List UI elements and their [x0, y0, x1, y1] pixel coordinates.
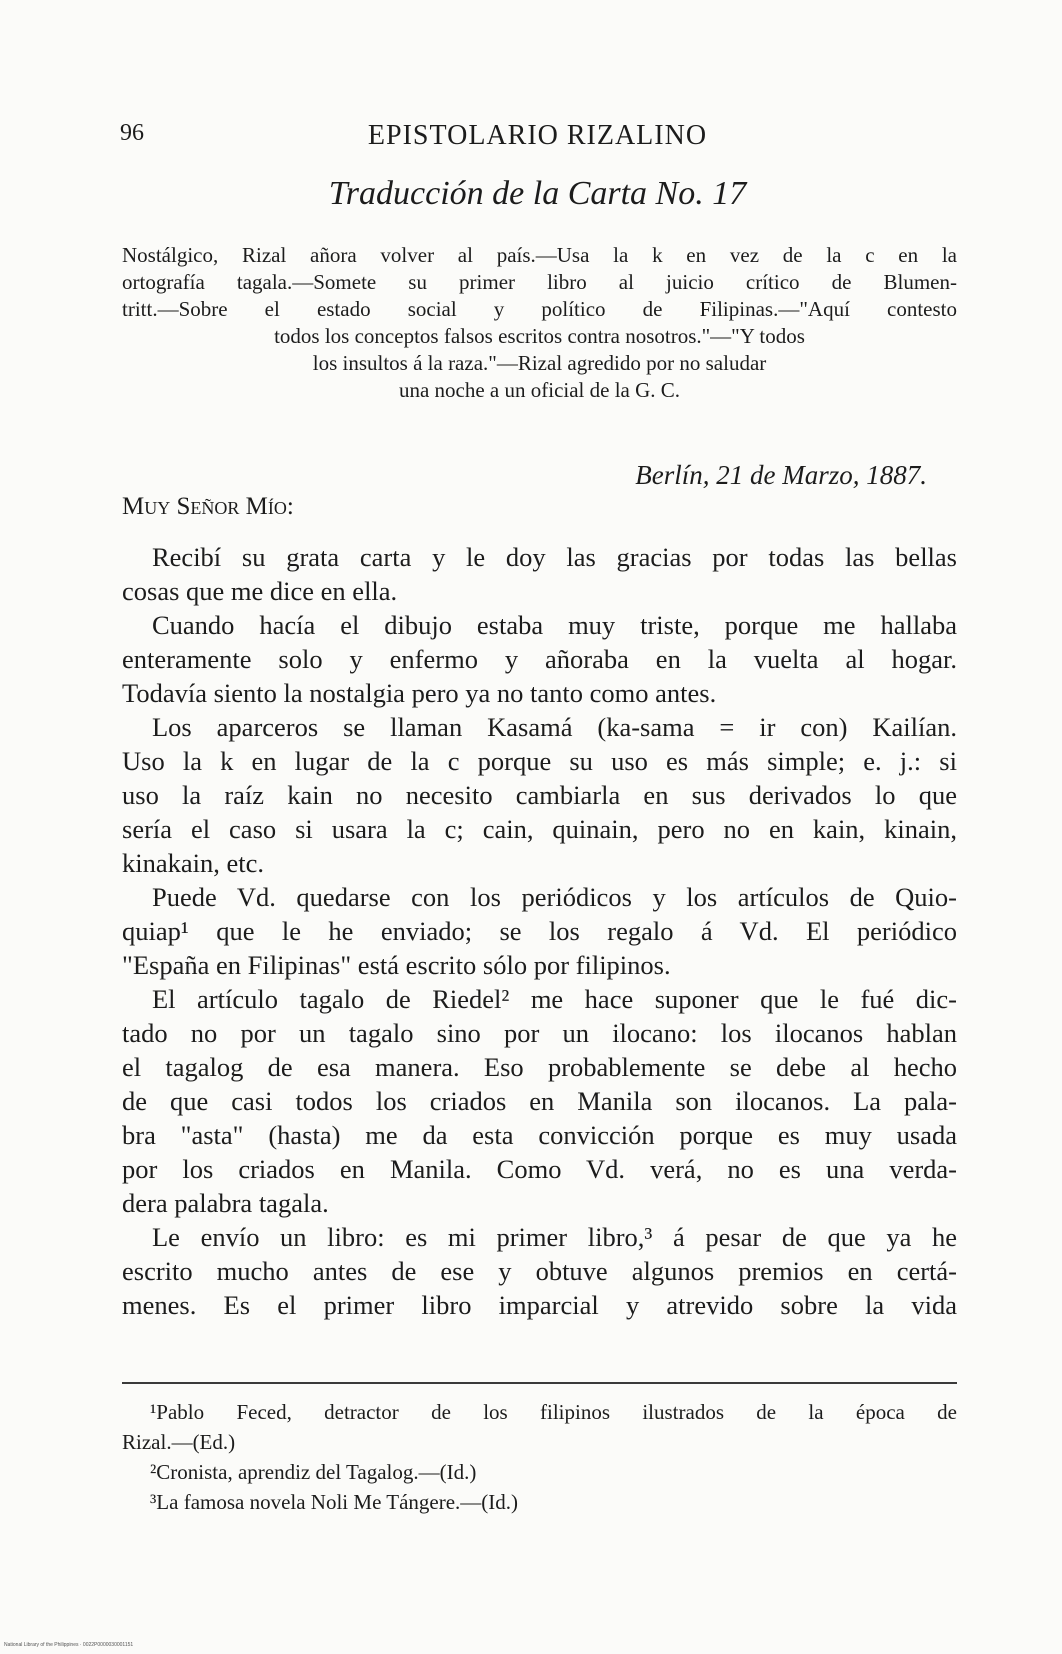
body-line: Le envío un libro: es mi primer libro,³ á pesar de que ya he [152, 1222, 957, 1252]
body-line: sería el caso si usara la c; cain, quinain, pero no en kain, kinain, [122, 814, 957, 844]
summary-line: todos los conceptos falsos escritos contra nosotros."—"Y todos [274, 324, 805, 348]
body-line: por los criados en Manila. Como Vd. verá, no es una verda- [122, 1154, 957, 1184]
body-line: kinakain, etc. [122, 848, 265, 878]
body-line: El artículo tagalo de Riedel² me hace suponer que le fué dic- [152, 984, 957, 1014]
body-line: Los aparceros se llaman Kasamá (ka-sama = ir con) Kailían. [152, 712, 957, 742]
summary-line: una noche a un oficial de la G. C. [398, 378, 681, 402]
footnote-divider [122, 1382, 957, 1384]
footnotes [122, 1397, 957, 1517]
body-line: Uso la k en lugar de la c porque su uso es más simple; e. j.: si [122, 746, 957, 776]
body-line: Todavía siento la nostalgia pero ya no tanto como antes. [122, 678, 717, 708]
body-line: escrito mucho antes de ese y obtuve algunos premios en certá- [122, 1256, 957, 1286]
body-line: Recibí su grata carta y le doy las gracias por todas las bellas [152, 542, 957, 572]
body-line: tado no por un tagalo sino por un ilocano: los ilocanos hablan [122, 1018, 957, 1048]
summary-line: Nostálgico, Rizal añora volver al país.—Usa la k en vez de la c en la [122, 243, 957, 267]
library-imprint: National Library of the Philippines · 0022P0000030001151 [4, 1642, 134, 1648]
summary-line: ortografía tagala.—Somete su primer libro al juicio crítico de Blumen- [122, 270, 957, 294]
summary [122, 242, 957, 404]
body-line: Cuando hacía el dibujo estaba muy triste, porque me hallaba [152, 610, 957, 640]
page-number: 96 [120, 120, 144, 146]
section-title: Traducción de la Carta No. 17 [328, 175, 747, 212]
footnote-line: ¹Pablo Feced, detractor de los filipinos ilustrados de la época de [150, 1400, 957, 1424]
body-line: cosas que me dice en ella. [122, 576, 398, 606]
footnote-line: ²Cronista, aprendiz del Tagalog.—(Id.) [150, 1460, 477, 1484]
page-header [120, 120, 955, 160]
letter-body [122, 540, 957, 1322]
body-line: enteramente solo y enfermo y añoraba en la vuelta al hogar. [122, 644, 957, 674]
dateline: Berlín, 21 de Marzo, 1887. [635, 460, 927, 490]
summary-line: tritt.—Sobre el estado social y político de Filipinas.—"Aquí contesto [122, 297, 957, 321]
salutation: Muy Señor Mío: [122, 493, 294, 520]
body-line: bra "asta" (hasta) me da esta convicción porque es muy usada [122, 1120, 957, 1150]
footnote-line: ³La famosa novela Noli Me Tángere.—(Id.) [150, 1490, 519, 1514]
body-line: de que casi todos los criados en Manila son ilocanos. La pala- [122, 1086, 957, 1116]
body-line: "España en Filipinas" está escrito sólo por filipinos. [122, 950, 671, 980]
body-line: uso la raíz kain no necesito cambiarla en sus derivados lo que [122, 780, 957, 810]
body-line: dera palabra tagala. [122, 1188, 329, 1218]
body-line: menes. Es el primer libro imparcial y atrevido sobre la vida [122, 1290, 957, 1320]
running-title: EPISTOLARIO RIZALINO [367, 120, 708, 151]
body-line: Puede Vd. quedarse con los periódicos y los artículos de Quio- [152, 882, 957, 912]
body-line: quiap¹ que le he enviado; se los regalo á Vd. El periódico [122, 916, 957, 946]
summary-line: los insultos á la raza."—Rizal agredido por no saludar [312, 351, 767, 375]
body-line: el tagalog de esa manera. Eso probablemente se debe al hecho [122, 1052, 957, 1082]
footnote-line: Rizal.—(Ed.) [122, 1430, 236, 1454]
